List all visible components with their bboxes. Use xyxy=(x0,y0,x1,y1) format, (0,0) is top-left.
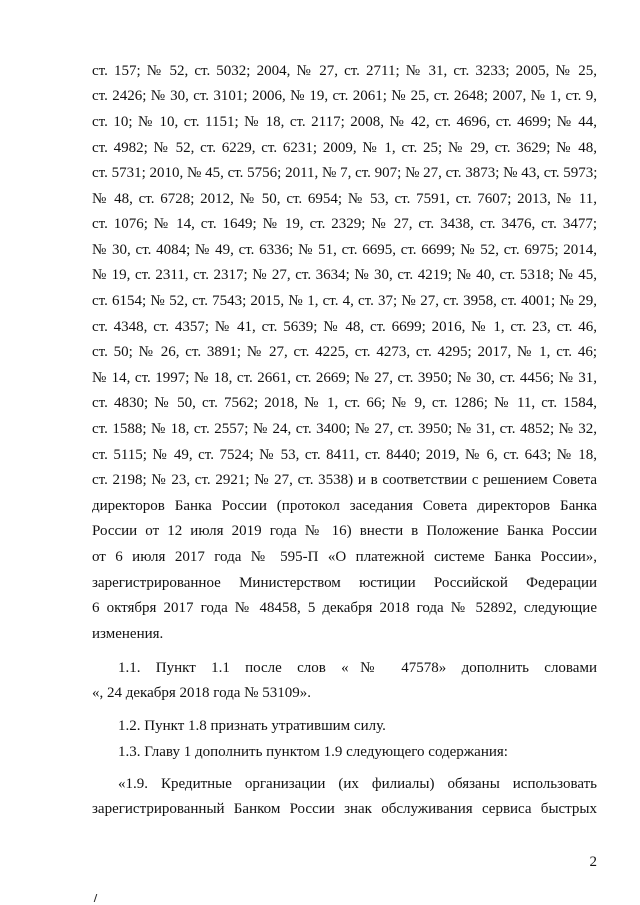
page-number: 2 xyxy=(589,854,597,870)
text-line: ст. 10; № 10, ст. 1151; № 18, ст. 2117; 2008, № 42, ст. 4696, ст. 4699; № 44, xyxy=(92,114,597,130)
text-line: № 48, ст. 6728; 2012, № 50, ст. 6954; № 53, ст. 7591, ст. 7607; 2013, № 11, xyxy=(92,191,597,207)
text-line: от 6 июля 2017 года № 595-П «О платежной системе Банка России», xyxy=(92,549,597,565)
text-line: ст. 6154; № 52, ст. 7543; 2015, № 1, ст. 4, ст. 37; № 27, ст. 3958, ст. 4001; № 29, xyxy=(92,293,597,309)
text-line: России от 12 июля 2019 года № 16) внести в Положение Банка России xyxy=(92,523,597,539)
text-line: ст. 1076; № 14, ст. 1649; № 19, ст. 2329; № 27, ст. 3438, ст. 3476, ст. 3477; xyxy=(92,216,597,232)
text-line: директоров Банка России (протокол заседания Совета директоров Банка xyxy=(92,498,597,514)
text-line: «, 24 декабря 2018 года № 53109». xyxy=(92,685,311,701)
text-line: 1.3. Главу 1 дополнить пунктом 1.9 следующего содержания: xyxy=(118,744,508,760)
text-line: 1.1. Пункт 1.1 после слов «№ 47578» дополнить словами xyxy=(118,660,597,676)
text-line: ст. 2426; № 30, ст. 3101; 2006, № 19, ст. 2061; № 25, ст. 2648; 2007, № 1, ст. 9, xyxy=(92,88,597,104)
text-line: ст. 50; № 26, ст. 3891; № 27, ст. 4225, ст. 4273, ст. 4295; 2017, № 1, ст. 46; xyxy=(92,344,597,360)
text-line: 1.2. Пункт 1.8 признать утратившим силу. xyxy=(118,718,386,734)
text-line: зарегистрированное Министерством юстиции Российской Федерации xyxy=(92,575,597,591)
text-line: «1.9. Кредитные организации (их филиалы) обязаны использовать xyxy=(118,776,597,792)
text-line: ст. 1588; № 18, ст. 2557; № 24, ст. 3400; № 27, ст. 3950; № 31, ст. 4852; № 32, xyxy=(92,421,597,437)
text-line: ст. 157; № 52, ст. 5032; 2004, № 27, ст. 2711; № 31, ст. 3233; 2005, № 25, xyxy=(92,63,597,79)
text-line: № 30, ст. 4084; № 49, ст. 6336; № 51, ст. 6695, ст. 6699; № 52, ст. 6975; 2014, xyxy=(92,242,597,258)
text-line: ст. 4348, ст. 4357; № 41, ст. 5639; № 48, ст. 6699; 2016, № 1, ст. 23, ст. 46, xyxy=(92,319,597,335)
text-line: зарегистрированный Банком России знак обслуживания сервиса быстрых xyxy=(92,801,597,817)
text-line: ст. 4830; № 50, ст. 7562; 2018, № 1, ст. 66; № 9, ст. 1286; № 11, ст. 1584, xyxy=(92,395,597,411)
text-line: изменения. xyxy=(92,626,164,642)
text-line: № 19, ст. 2311, ст. 2317; № 27, ст. 3634; № 30, ст. 4219; № 40, ст. 5318; № 45, xyxy=(92,267,597,283)
text-line: ст. 5731; 2010, № 45, ст. 5756; 2011, № 7, ст. 907; № 27, ст. 3873; № 43, ст. 5973; xyxy=(92,165,597,181)
text-line: ст. 4982; № 52, ст. 6229, ст. 6231; 2009, № 1, ст. 25; № 29, ст. 3629; № 48, xyxy=(92,140,597,156)
text-line: ст. 5115; № 49, ст. 7524; № 53, ст. 8411, ст. 8440; 2019, № 6, ст. 643; № 18, xyxy=(92,447,597,463)
text-line: ст. 2198; № 23, ст. 2921; № 27, ст. 3538) и в соответствии с решением Совета xyxy=(92,472,597,488)
text-line: № 14, ст. 1997; № 18, ст. 2661, ст. 2669; № 27, ст. 3950; № 30, ст. 4456; № 31, xyxy=(92,370,597,386)
scan-artifact-mark xyxy=(94,894,98,902)
text-line: 6 октября 2017 года № 48458, 5 декабря 2018 года № 52892, следующие xyxy=(92,600,597,616)
